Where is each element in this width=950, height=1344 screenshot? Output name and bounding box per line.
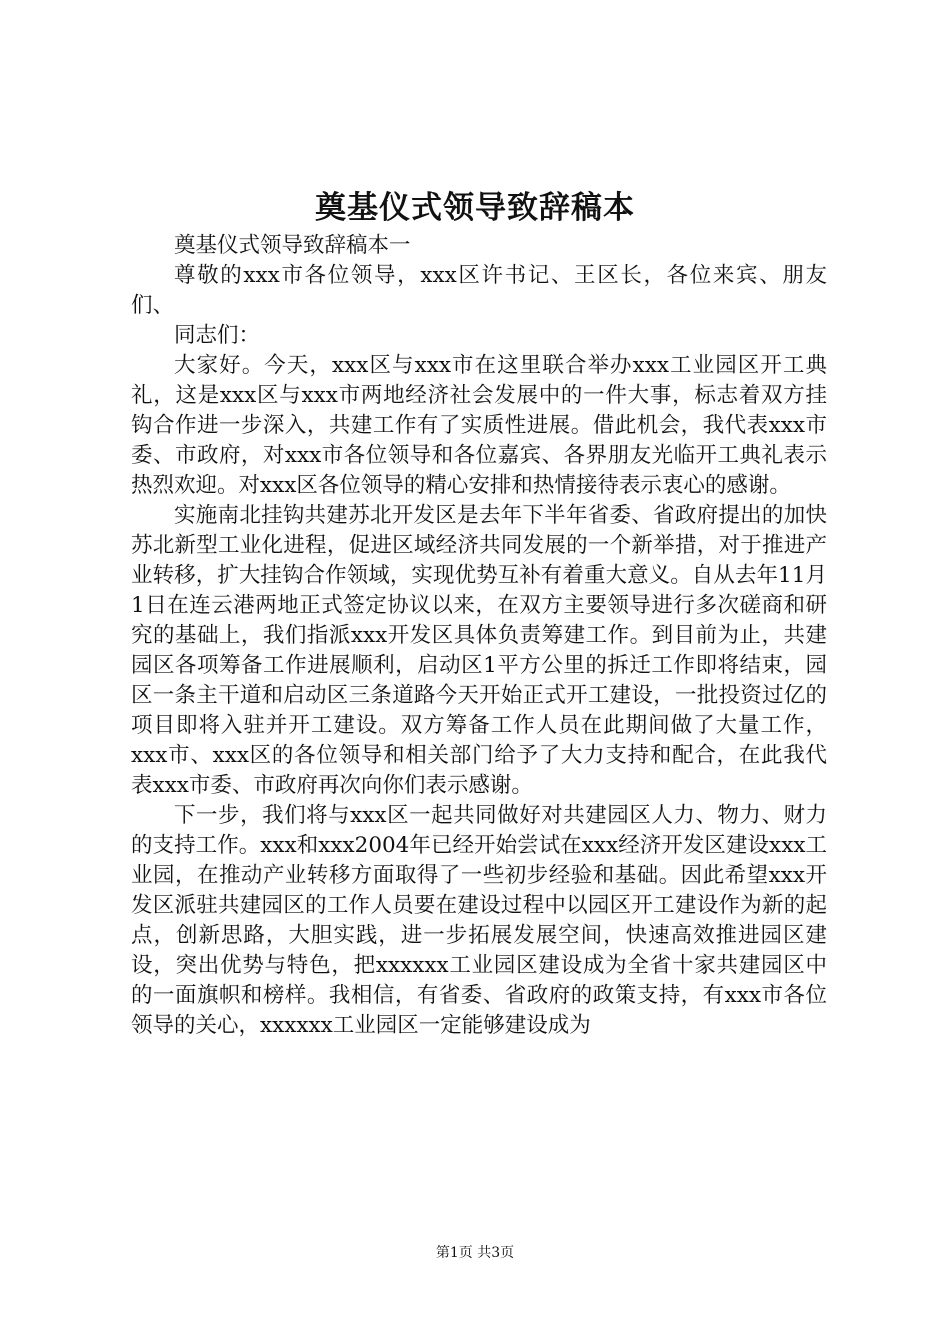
- paragraph-salutation-comrades: 同志们：: [174, 323, 261, 348]
- paragraph-background: 实施南北挂钩共建苏北开发区是去年下半年省委、省政府提出的加快苏北新型工业化进程，促进区域经济共同发展的一个新举措，对于推进产业转移，扩大挂钩合作领域，实现优势互补有着重大意义。自从去年11月1日在连云港两地正式签定协议以来，在双方主要领导进行多次磋商和研究的基础上，我们指派xxx开发区具体负责筹建工作。到目前为止，共建园区各项筹备工作进展顺利，启动区1平方公里的拆迁工作即将结束，园区一条主干道和启动区三条道路今天开始正式开工建设，一批投资过亿的项目即将入驻并开工建设。双方筹备工作人员在此期间做了大量工作，xxx市、xxx区的各位领导和相关部门给予了大力支持和配合，在此我代表xxx市委、市政府再次向你们表示感谢。: [131, 503, 827, 798]
- paragraph-salutation: 尊敬的xxx市各位领导，xxx区许书记、王区长，各位来宾、朋友们、: [131, 263, 827, 318]
- paragraph-subtitle: 奠基仪式领导致辞稿本一: [174, 233, 411, 258]
- paragraph-next-steps: 下一步，我们将与xxx区一起共同做好对共建园区人力、物力、财力的支持工作。xxx和xxx2004年已经开始尝试在xxx经济开发区建设xxx工业园，在推动产业转移方面取得了一些初步经验和基础。因此希望xxx开发区派驻共建园区的工作人员要在建设过程中以园区开工建设作为新的起点，创新思路，大胆实践，进一步拓展发展空间，快速高效推进园区建设，突出优势与特色，把xxxxxx工业园区建设成为全省十家共建园区中的一面旗帜和榜样。我相信，有省委、省政府的政策支持，有xxx市各位领导的关心，xxxxxx工业园区一定能够建设成为: [131, 803, 827, 1038]
- page-number-footer: 第1页 共3页: [435, 1245, 515, 1261]
- document-body: [131, 231, 827, 1041]
- paragraph-greeting: 大家好。今天，xxx区与xxx市在这里联合举办xxx工业园区开工典礼，这是xxx区与xxx市两地经济社会发展中的一件大事，标志着双方挂钩合作进一步深入，共建工作有了实质性进展。借此机会，我代表xxx市委、市政府，对xxx市各位领导和各位嘉宾、各界朋友光临开工典礼表示热烈欢迎。对xxx区各位领导的精心安排和热情接待表示衷心的感谢。: [131, 353, 827, 498]
- document-title: 奠基仪式领导致辞稿本: [315, 190, 635, 226]
